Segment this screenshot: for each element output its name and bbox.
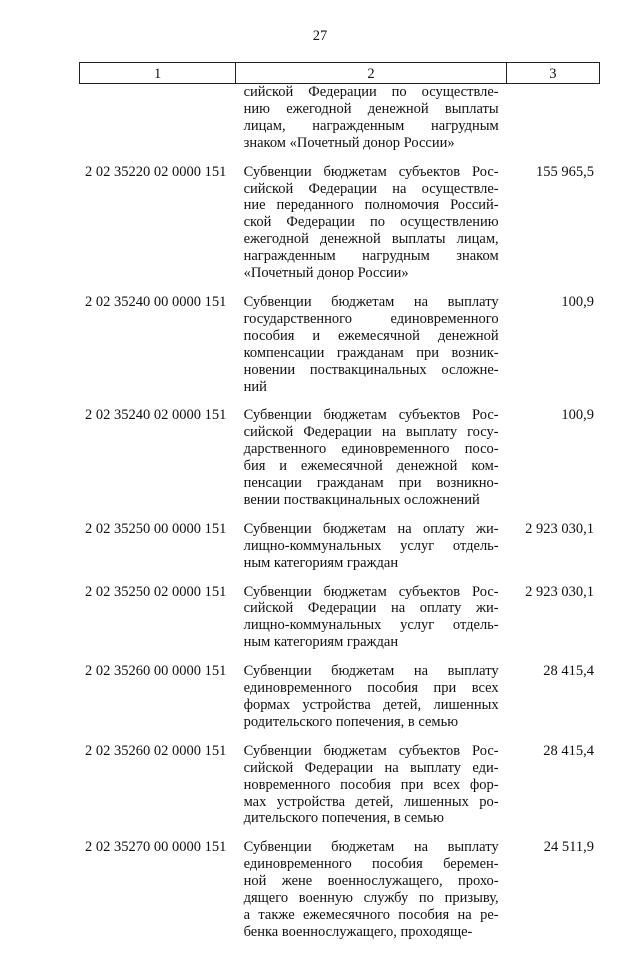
budget-item-name <box>236 84 507 164</box>
table-row <box>79 839 600 952</box>
table-row <box>79 663 600 743</box>
budget-item-name-line: Субвенции бюджетам субъектов Рос- <box>243 407 499 424</box>
table-row <box>79 164 600 294</box>
budget-item-name-line: дительского попечения, в семью <box>243 810 444 827</box>
table-header-row <box>80 63 600 84</box>
budget-item-name-line: сийской Федерации на выплату еди- <box>243 759 499 776</box>
budget-item-name <box>236 407 507 520</box>
budget-item-name-line: родительского попечения, в семью <box>243 713 459 730</box>
budget-amount: 28 415,4 <box>543 663 594 680</box>
budget-code: 2 02 35250 00 0000 151 <box>85 520 227 537</box>
budget-item-name-line: ным категориям граждан <box>243 554 399 571</box>
budget-amount: 2 923 030,1 <box>525 583 594 600</box>
budget-item-name-line: формах устройства детей, лишенных <box>243 697 499 713</box>
budget-item-name <box>236 521 507 584</box>
budget-item-name-line: новении поствакцинальных осложне- <box>243 361 499 378</box>
table-header <box>79 62 600 84</box>
budget-item-name-line: знаком «Почетный донор России» <box>243 134 455 151</box>
budget-item-name-line: Субвенции бюджетам субъектов Рос- <box>243 583 499 600</box>
budget-item-name <box>236 164 507 294</box>
table-row <box>79 84 600 164</box>
budget-item-name-line: вении поствакцинальных осложнений <box>243 491 480 508</box>
budget-item-name-line: нию ежегодной денежной выплаты <box>243 100 499 117</box>
table-row <box>79 294 600 407</box>
budget-item-name-line: лицам, награжденным нагрудным <box>243 117 499 134</box>
budget-item-name-line: а также ежемесячного пособия на ре- <box>243 906 499 923</box>
budget-amount: 100,9 <box>561 407 594 424</box>
budget-code: 2 02 35240 00 0000 151 <box>85 293 227 310</box>
budget-table <box>79 84 600 953</box>
budget-item-name-line: сийской Федерации на выплату госу- <box>243 424 499 441</box>
header-col-3: 3 <box>506 63 599 84</box>
budget-item-name-line: Субвенции бюджетам на оплату жи- <box>243 520 499 537</box>
budget-code: 2 02 35270 00 0000 151 <box>85 839 227 856</box>
budget-amount: 2 923 030,1 <box>525 520 594 537</box>
header-col-1: 1 <box>80 63 236 84</box>
page-number: 27 <box>312 28 328 44</box>
budget-item-name-line: ний <box>243 378 267 395</box>
budget-item-name-line: государственного единовременного <box>243 310 499 327</box>
budget-item-name-line: пособия и ежемесячной денежной <box>243 327 499 344</box>
budget-item-name-line: Субвенции бюджетам на выплату <box>243 663 499 680</box>
budget-item-name <box>236 743 507 840</box>
budget-item-name <box>236 584 507 664</box>
header-col-2: 2 <box>236 63 507 84</box>
budget-item-name-line: «Почетный донор России» <box>243 265 409 282</box>
budget-item-name-line: ежегодной денежной выплаты лицам, <box>243 231 499 248</box>
budget-code: 2 02 35250 02 0000 151 <box>85 583 227 600</box>
budget-amount: 24 511,9 <box>543 839 594 856</box>
budget-item-name-line: дарственного единовременного посо- <box>243 441 499 458</box>
budget-item-name-line: лищно-коммунальных услуг отдель- <box>243 617 499 634</box>
budget-item-name-line: единовременного пособия при всех <box>243 680 499 697</box>
budget-item-name-line: мах устройства детей, лишенных ро- <box>243 793 499 810</box>
budget-item-name-line: пенсации гражданам при возникно- <box>243 475 499 492</box>
budget-code: 2 02 35220 02 0000 151 <box>85 163 227 180</box>
budget-item-name-line: сийской Федерации на оплату жи- <box>243 600 499 617</box>
budget-amount: 28 415,4 <box>543 742 594 759</box>
budget-item-name-line: ской Федерации по осуществлению <box>243 214 499 231</box>
budget-item-name <box>236 294 507 407</box>
budget-amount: 100,9 <box>561 293 594 310</box>
budget-item-name-line: Субвенции бюджетам на выплату <box>243 839 499 856</box>
budget-amount: 155 965,5 <box>536 163 594 180</box>
budget-amount <box>507 84 600 164</box>
budget-item-name-line: Субвенции бюджетам субъектов Рос- <box>243 742 499 759</box>
budget-item-name-line: лищно-коммунальных услуг отдель- <box>243 537 499 554</box>
table-row <box>79 743 600 840</box>
budget-code: 2 02 35240 02 0000 151 <box>85 407 227 424</box>
budget-item-name-line: ной жене военнослужащего, прохо- <box>243 873 499 890</box>
budget-item-name-line: ным категориям граждан <box>243 634 399 651</box>
budget-item-name-line: дящего военную службу по призыву, <box>243 890 499 907</box>
budget-item-name-line: ние переданного полномочия Россий- <box>243 197 499 214</box>
budget-code <box>79 84 236 164</box>
budget-table-body <box>79 84 600 953</box>
table-row <box>79 521 600 584</box>
budget-item-name-line: сийской Федерации по осуществле- <box>243 84 499 100</box>
table-row <box>79 584 600 664</box>
budget-item-name <box>236 839 507 952</box>
budget-code: 2 02 35260 02 0000 151 <box>85 742 227 759</box>
budget-item-name-line: единовременного пособия беремен- <box>243 856 499 873</box>
budget-item-name-line: бенка военнослужащего, проходяще- <box>243 923 473 940</box>
budget-item-name-line: новременного пособия при всех фор- <box>243 776 499 793</box>
budget-item-name-line: бия и ежемесячной денежной ком- <box>243 458 499 475</box>
budget-item-name <box>236 663 507 743</box>
budget-item-name-line: компенсации гражданам при возник- <box>243 344 499 361</box>
table-row <box>79 407 600 520</box>
budget-item-name-line: сийской Федерации на осуществле- <box>243 180 499 197</box>
budget-code: 2 02 35260 00 0000 151 <box>85 663 227 680</box>
budget-item-name-line: Субвенции бюджетам субъектов Рос- <box>243 163 499 180</box>
budget-item-name-line: Субвенции бюджетам на выплату <box>243 293 499 310</box>
budget-item-name-line: награжденным нагрудным знаком <box>243 248 499 265</box>
